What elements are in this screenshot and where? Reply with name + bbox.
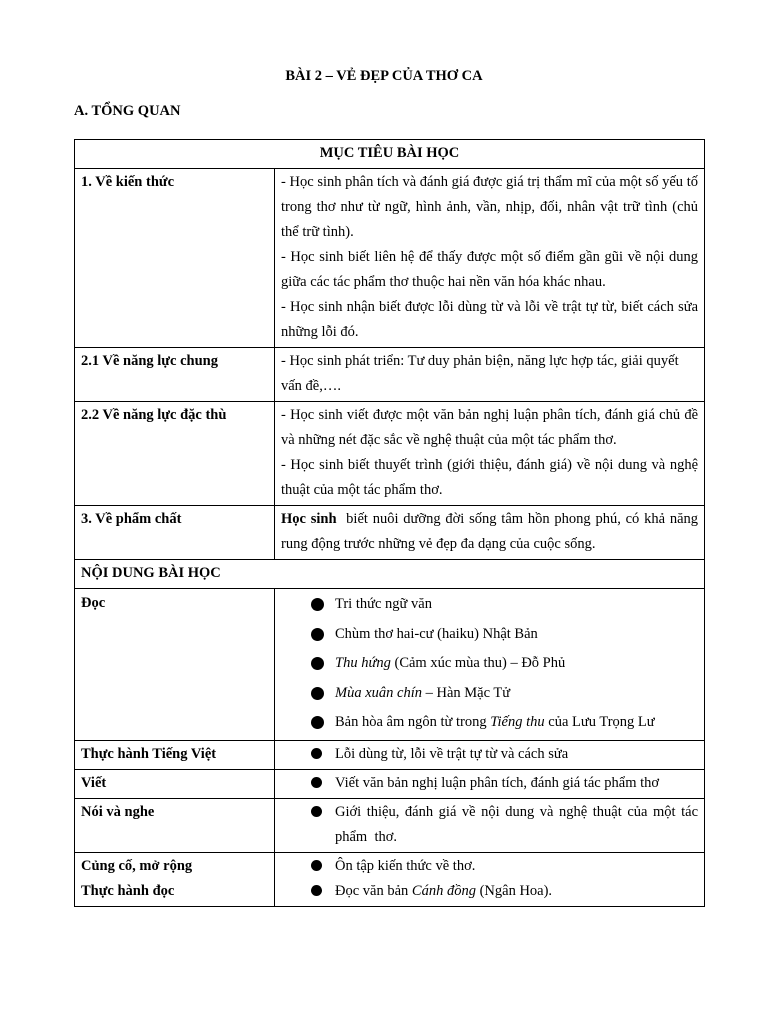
- row-label: Viết: [75, 769, 275, 798]
- list-item: [311, 590, 698, 620]
- reading-list: [281, 590, 698, 738]
- review-list: [281, 854, 698, 904]
- table-row: [75, 740, 705, 769]
- writing-list: [281, 771, 698, 796]
- list-item: [311, 771, 698, 796]
- content-header: NỘI DUNG BÀI HỌC: [75, 560, 705, 589]
- table-row: [75, 169, 705, 348]
- row-content: [275, 852, 705, 906]
- objectives-header: MỤC TIÊU BÀI HỌC: [75, 140, 705, 169]
- item-italic: Cánh đồng: [411, 882, 476, 899]
- list-item: [311, 620, 698, 650]
- row-label: 1. Về kiến thức: [75, 169, 275, 348]
- bullet-icon: [311, 885, 322, 896]
- item-text: Ôn tập kiến thức về thơ.: [335, 857, 476, 874]
- bullet-icon: [311, 687, 324, 700]
- row-label: 3. Về phẩm chất: [75, 506, 275, 560]
- practice-list: [281, 742, 698, 767]
- bullet-icon: [311, 777, 322, 788]
- row-content: [275, 402, 705, 506]
- row-label: [75, 852, 275, 906]
- content-rest: biết nuôi dưỡng đời sống tâm hồn phong phú, có khả năng rung động trước những vẻ đẹp đa dạng của cuộc sống.: [281, 511, 702, 552]
- list-item: [311, 679, 698, 709]
- lesson-title: BÀI 2 – VẺ ĐẸP CỦA THƠ CA: [285, 68, 483, 84]
- row-content: [275, 589, 705, 741]
- content-line: - Học sinh biết liên hệ để thấy được một số điểm gần gũi về nội dung giữa các tác phẩm thơ thuộc hai nền văn hóa khác nhau.: [281, 249, 699, 290]
- row-label: Nói và nghe: [75, 798, 275, 852]
- speaking-list: [281, 800, 702, 850]
- item-text: Lỗi dùng từ, lỗi về trật tự từ và cách sửa: [335, 745, 569, 762]
- row-label: Đọc: [75, 589, 275, 741]
- item-text: – Hàn Mặc Tử: [421, 684, 511, 701]
- row-content: [275, 348, 705, 402]
- bullet-icon: [311, 860, 322, 871]
- item-text: (Ngân Hoa).: [475, 882, 553, 899]
- row-label-line: Củng cố, mở rộng: [81, 857, 193, 874]
- item-italic: Tiếng thu: [490, 714, 545, 730]
- table-row: [75, 798, 705, 852]
- row-content: [275, 798, 705, 852]
- row-content: [275, 740, 705, 769]
- item-text: của Lưu Trọng Lư: [544, 714, 655, 730]
- content-line: - Học sinh phát triển: Tư duy phản biện, năng lực hợp tác, giải quyết vấn đề,….: [281, 353, 679, 394]
- content-line: - Học sinh phân tích và đánh giá được giá trị thẩm mĩ của một số yếu tố trong thơ như từ ngữ, hình ảnh, vần, nhịp, đối, nhân vật trữ tình (chủ thể trữ tình).: [281, 174, 699, 240]
- item-text: (Cảm xúc mùa thu) – Đỗ Phủ: [390, 655, 566, 671]
- bullet-icon: [311, 748, 322, 759]
- content-line: - Học sinh nhận biết được lỗi dùng từ và lỗi về trật tự từ, biết cách sửa những lỗi đó.: [281, 299, 699, 340]
- table-row: [75, 506, 705, 560]
- table-row: [75, 402, 705, 506]
- section-heading: A. TỔNG QUAN: [74, 103, 181, 119]
- item-text: Tri thức ngữ văn: [335, 596, 432, 612]
- bullet-icon: [311, 657, 324, 670]
- row-label: 2.1 Về năng lực chung: [75, 348, 275, 402]
- content-line: [281, 507, 702, 557]
- table-row: [75, 769, 705, 798]
- row-content: [275, 506, 705, 560]
- row-label: Thực hành Tiếng Việt: [75, 740, 275, 769]
- list-item: [311, 649, 698, 679]
- row-content: [275, 769, 705, 798]
- table-row: [75, 589, 705, 741]
- row-content: [275, 169, 705, 348]
- item-text: Bản hòa âm ngôn từ trong: [335, 714, 491, 730]
- list-item: [311, 742, 698, 767]
- table-row: [75, 348, 705, 402]
- bullet-icon: [311, 628, 324, 641]
- content-line: - Học sinh viết được một văn bản nghị luận phân tích, đánh giá chủ đề và những nét đặc sắc về nghệ thuật của một tác phẩm thơ.: [281, 407, 699, 448]
- content-line: - Học sinh biết thuyết trình (giới thiệu, đánh giá) về nội dung và nghệ thuật của một tác phẩm thơ.: [281, 457, 699, 498]
- item-italic: Thu hứng: [335, 655, 391, 671]
- item-text: Đọc văn bản: [335, 882, 412, 899]
- bullet-icon: [311, 806, 322, 817]
- bullet-icon: [311, 598, 324, 611]
- bold-lead: Học sinh: [281, 511, 337, 527]
- table-row: [75, 852, 705, 906]
- row-label-line: Thực hành đọc: [81, 882, 175, 899]
- list-item: [311, 800, 702, 850]
- bullet-icon: [311, 716, 324, 729]
- list-item: [311, 854, 698, 879]
- item-italic: Mùa xuân chín: [335, 684, 422, 701]
- lesson-table: [74, 139, 705, 907]
- item-text: Viết văn bản nghị luận phân tích, đánh giá tác phẩm thơ: [335, 774, 660, 791]
- item-text: Giới thiệu, đánh giá về nội dung và nghệ thuật của một tác phẩm thơ.: [335, 803, 702, 845]
- list-item: [311, 708, 698, 738]
- list-item: [311, 879, 698, 904]
- item-text: Chùm thơ hai-cư (haiku) Nhật Bản: [335, 625, 538, 642]
- row-label: 2.2 Về năng lực đặc thù: [75, 402, 275, 506]
